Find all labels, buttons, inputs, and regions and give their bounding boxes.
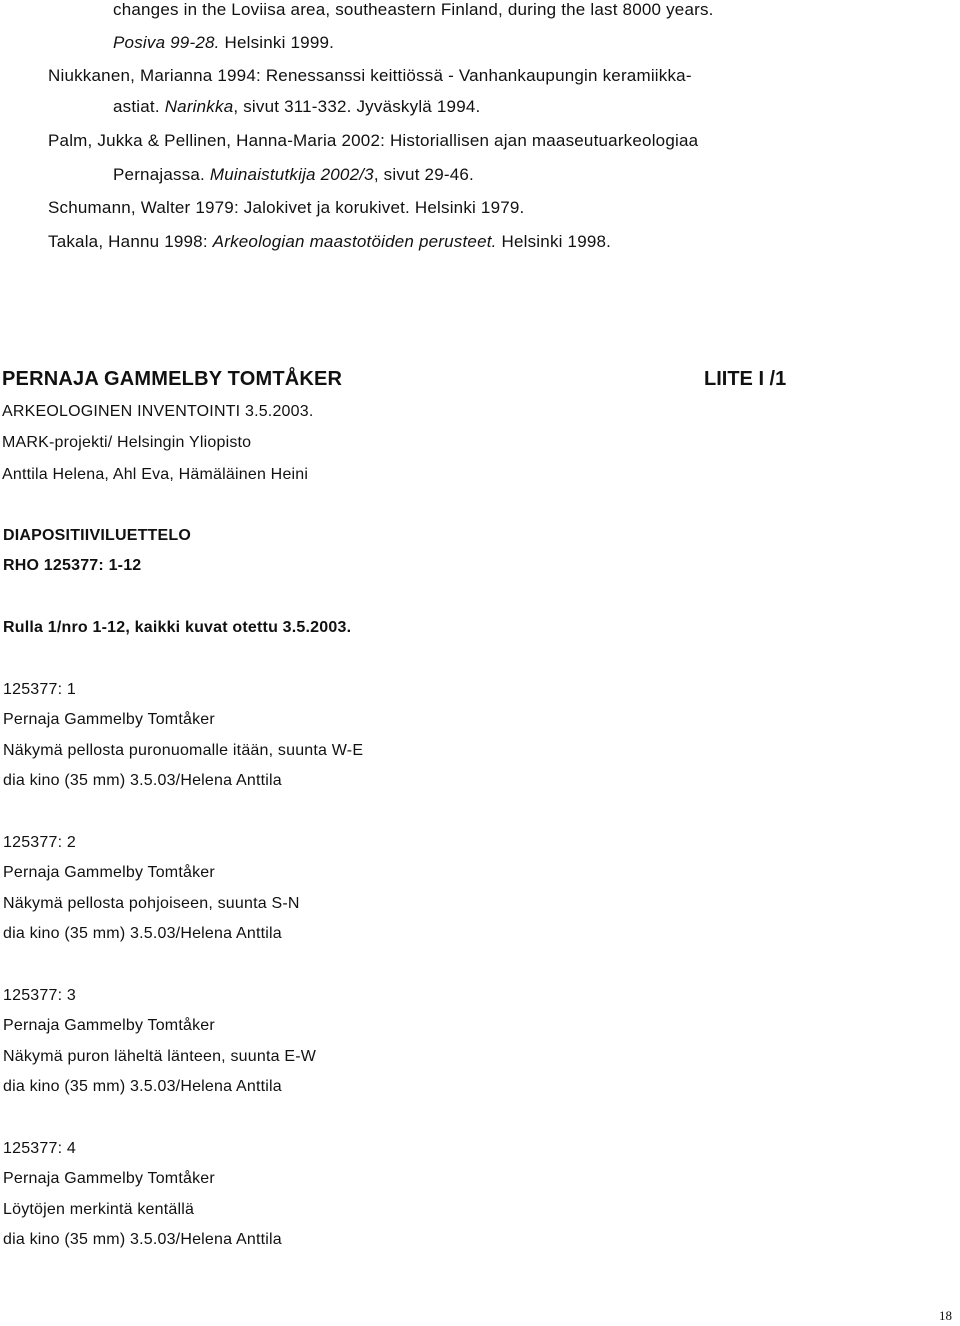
reference-4-line-1: [48, 232, 611, 252]
reference-text: Takala, Hannu 1998:: [48, 232, 213, 251]
entry-id: 125377: 3: [3, 987, 76, 1004]
list-heading: DIAPOSITIIVILUETTELO: [3, 527, 192, 544]
reference-text: , sivut 29-46.: [373, 165, 474, 184]
reference-text: Niukkanen, Marianna 1994: Renessanssi keittiössä - Vanhankaupungin keramiikka-: [48, 66, 692, 85]
entry-description: Näkymä pellosta puronuomalle itään, suunta W-E: [3, 742, 364, 759]
page-title: PERNAJA GAMMELBY TOMTÅKER: [2, 368, 343, 390]
reference-text: , sivut 311-332. Jyväskylä 1994.: [233, 97, 481, 116]
reference-series: Posiva 99-28.: [113, 33, 220, 52]
entry-id: 125377: 4: [3, 1140, 76, 1157]
reference-3-line-1: [48, 198, 524, 218]
reference-series: Muinaistutkija 2002/3: [209, 165, 374, 184]
authors-line: Anttila Helena, Ahl Eva, Hämäläinen Heini: [2, 466, 309, 483]
reference-text: Schumann, Walter 1979: Jalokivet ja korukivet. Helsinki 1979.: [48, 198, 525, 217]
entry-description: Näkymä pellosta pohjoiseen, suunta S-N: [3, 895, 300, 912]
reference-2-line-1: [48, 131, 698, 151]
entry-site: Pernaja Gammelby Tomtåker: [3, 864, 215, 881]
reference-series: Arkeologian maastotöiden perusteet.: [212, 232, 497, 251]
reference-text: Helsinki 1999.: [219, 33, 335, 52]
reference-series: Narinkka: [164, 97, 234, 116]
reference-text: Helsinki 1998.: [496, 232, 612, 251]
reference-text: Palm, Jukka & Pellinen, Hanna-Maria 2002: Historiallisen ajan maaseutuarkeologiaa: [48, 131, 699, 150]
entry-id: 125377: 1: [3, 681, 76, 698]
reference-text: changes in the Loviisa area, southeastern Finland, during the last 8000 years.: [113, 0, 714, 19]
entry-media: dia kino (35 mm) 3.5.03/Helena Anttila: [3, 925, 282, 942]
reference-1-line-2: [113, 97, 480, 117]
list-range: RHO 125377: 1-12: [3, 557, 142, 574]
entry-description: Löytöjen merkintä kentällä: [3, 1201, 195, 1218]
entry-site: Pernaja Gammelby Tomtåker: [3, 1017, 215, 1034]
reference-text: Pernajassa.: [113, 165, 210, 184]
reference-0-line-1: [113, 0, 714, 20]
entry-media: dia kino (35 mm) 3.5.03/Helena Anttila: [3, 1231, 282, 1248]
entry-media: dia kino (35 mm) 3.5.03/Helena Anttila: [3, 1078, 282, 1095]
reference-0-line-2: [113, 33, 334, 53]
appendix-label: LIITE I /1: [704, 368, 787, 390]
entry-media: dia kino (35 mm) 3.5.03/Helena Anttila: [3, 772, 282, 789]
inventory-line: ARKEOLOGINEN INVENTOINTI 3.5.2003.: [2, 403, 314, 420]
page-number: 18: [939, 1308, 952, 1323]
entry-site: Pernaja Gammelby Tomtåker: [3, 711, 215, 728]
reference-text: astiat.: [113, 97, 165, 116]
entry-site: Pernaja Gammelby Tomtåker: [3, 1170, 215, 1187]
roll-info: Rulla 1/nro 1-12, kaikki kuvat otettu 3.5.2003.: [3, 619, 352, 636]
project-line: MARK-projekti/ Helsingin Yliopisto: [2, 434, 252, 451]
entry-id: 125377: 2: [3, 834, 76, 851]
reference-2-line-2: [113, 165, 474, 185]
reference-1-line-1: [48, 66, 692, 86]
entry-description: Näkymä puron läheltä länteen, suunta E-W: [3, 1048, 317, 1065]
